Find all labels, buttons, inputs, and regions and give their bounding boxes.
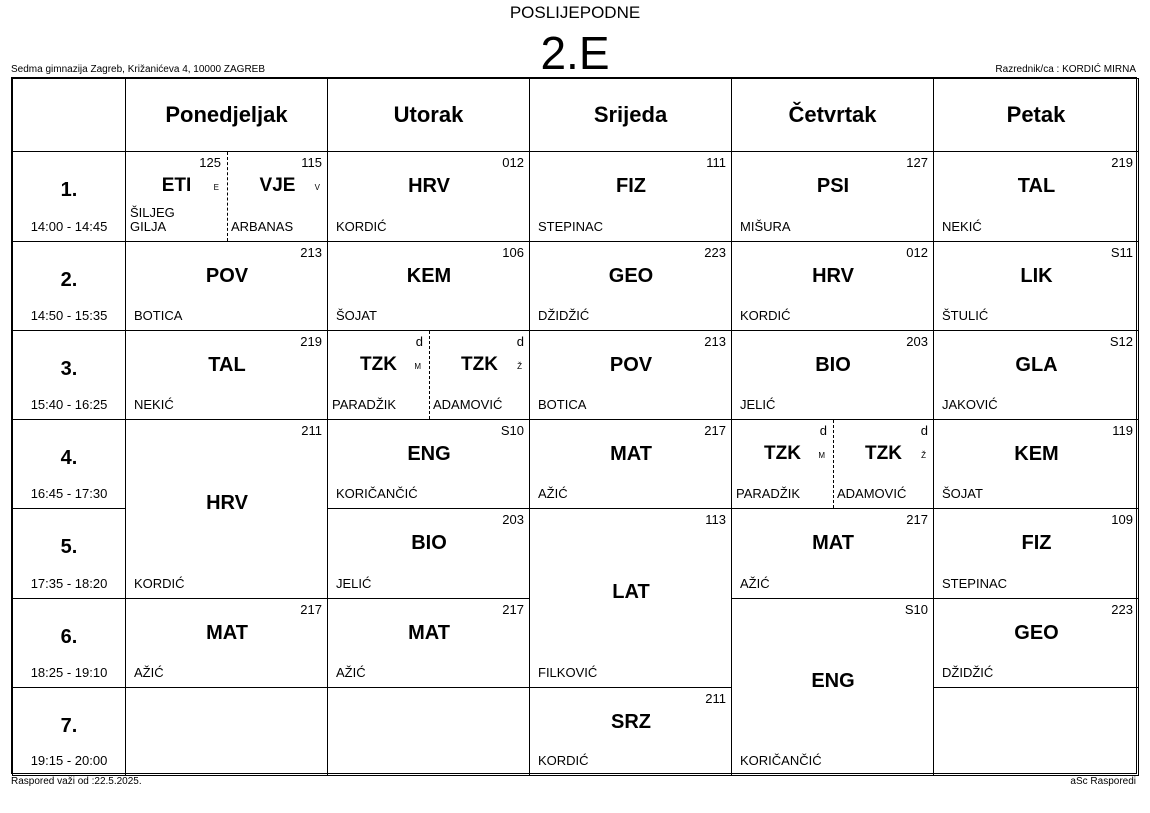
lesson-block — [934, 688, 1139, 775]
lesson-cell[interactable] — [529, 419, 732, 509]
room-label: 111 — [706, 155, 726, 170]
room-label: 213 — [300, 245, 322, 260]
subject-label: LAT — [612, 581, 650, 603]
room-label: 125 — [199, 155, 221, 170]
teacher-label: ŠTULIĆ — [942, 308, 989, 323]
lesson-block — [328, 509, 530, 598]
room-label: 219 — [1111, 155, 1133, 170]
lesson-block — [328, 152, 530, 241]
subject-label: TAL — [1017, 175, 1056, 197]
room-label: S12 — [1109, 334, 1133, 349]
subject-label: MAT — [408, 622, 450, 644]
lesson-block — [732, 599, 934, 775]
valid-from: Raspored važi od :22.5.2025. — [11, 776, 142, 787]
brand-label: aSc Rasporedi — [1070, 776, 1136, 787]
teacher-label: BOTICA — [538, 397, 587, 412]
room-label: 109 — [1111, 512, 1133, 527]
teacher-label: MIŠURA — [740, 219, 791, 234]
teacher-label: DŽIDŽIĆ — [538, 308, 590, 323]
lesson-block — [732, 242, 934, 330]
lesson-block — [934, 509, 1139, 598]
lesson-cell[interactable] — [933, 508, 1139, 599]
subject-label: ENG — [407, 443, 451, 465]
room-label: 217 — [300, 602, 322, 617]
room-label: 106 — [502, 245, 524, 260]
lesson-cell[interactable] — [731, 508, 934, 599]
period-time: 17:35 - 18:20 — [30, 576, 108, 591]
teacher-label: AŽIĆ — [740, 576, 770, 591]
lesson-block — [934, 331, 1139, 419]
lesson-cell[interactable] — [933, 151, 1139, 242]
teacher-label: NEKIĆ — [942, 219, 982, 234]
lesson-cell[interactable] — [327, 241, 530, 331]
subject-label: MAT — [812, 532, 854, 554]
room-label: S11 — [1110, 245, 1133, 260]
lesson-block — [126, 242, 328, 330]
room-label: 217 — [906, 512, 928, 527]
subject-label: FIZ — [616, 175, 646, 197]
day-header: Petak — [933, 78, 1139, 152]
subject-label: ETI — [161, 175, 192, 196]
period-cell — [12, 419, 126, 509]
lesson-block — [934, 152, 1139, 241]
teacher-label: ARBANAS — [231, 219, 294, 234]
lesson-cell[interactable] — [529, 151, 732, 242]
period-cell — [12, 508, 126, 599]
teacher-label: AŽIĆ — [134, 665, 164, 680]
room-label: 127 — [906, 155, 928, 170]
subject-label: GEO — [1014, 622, 1059, 644]
subject-label: POV — [205, 265, 249, 287]
lesson-block — [530, 331, 732, 419]
lesson-cell[interactable] — [731, 330, 934, 420]
subject-label: POV — [609, 354, 653, 376]
lesson-cell[interactable] — [933, 598, 1139, 688]
room-label: 213 — [704, 334, 726, 349]
lesson-cell[interactable] — [731, 598, 934, 776]
teacher-label: ADAMOVIĆ — [433, 397, 503, 412]
room-label: S10 — [904, 602, 928, 617]
teacher-label: BOTICA — [134, 308, 183, 323]
lesson-block — [530, 152, 732, 241]
day-header: Ponedjeljak — [125, 78, 328, 152]
lesson-group — [429, 331, 530, 419]
period-number: 5. — [60, 536, 78, 558]
teacher-label: KORDIĆ — [538, 753, 589, 768]
day-header: Srijeda — [529, 78, 732, 152]
teacher-label: AŽIĆ — [538, 486, 568, 501]
day-header: Utorak — [327, 78, 530, 152]
lesson-group — [328, 331, 430, 419]
period-number: 6. — [60, 626, 78, 648]
teacher-label: FILKOVIĆ — [538, 665, 598, 680]
lesson-cell[interactable] — [125, 151, 328, 242]
teacher-label: KORDIĆ — [134, 576, 185, 591]
lesson-cell[interactable] — [327, 419, 530, 509]
subject-label: MAT — [206, 622, 248, 644]
teacher-label: KORDIĆ — [740, 308, 791, 323]
teacher-label: JELIĆ — [740, 397, 776, 412]
lesson-block — [732, 152, 934, 241]
group-mark: Ž — [921, 451, 926, 460]
group-mark: E — [213, 183, 219, 192]
lesson-block — [530, 242, 732, 330]
teacher-label: KORIČANČIĆ — [740, 753, 822, 768]
room-label: 012 — [502, 155, 524, 170]
lesson-cell[interactable] — [933, 687, 1139, 776]
teacher-label: KORDIĆ — [336, 219, 387, 234]
lesson-cell[interactable] — [327, 330, 530, 420]
lesson-block — [934, 242, 1139, 330]
subject-label: HRV — [812, 265, 854, 287]
shift-label: POSLIJEPODNE — [509, 3, 641, 22]
room-label: d — [819, 423, 827, 438]
lesson-cell[interactable] — [731, 419, 934, 509]
subject-label: PSI — [816, 175, 850, 197]
subject-label: FIZ — [1021, 532, 1052, 554]
lesson-cell[interactable] — [327, 151, 530, 242]
class-name: 2.E — [540, 27, 610, 79]
room-label: 223 — [1111, 602, 1133, 617]
class-teacher: Razrednik/ca : KORDIĆ MIRNA — [995, 64, 1136, 75]
subject-label: TZK — [865, 443, 902, 464]
period-number: 2. — [60, 269, 78, 291]
lesson-block — [328, 242, 530, 330]
subject-label: HRV — [408, 175, 450, 197]
room-label: 219 — [300, 334, 322, 349]
period-number: 4. — [60, 447, 78, 469]
subject-label: LIK — [1020, 265, 1053, 287]
lesson-cell[interactable] — [125, 687, 328, 776]
lesson-block — [126, 688, 328, 775]
subject-label: SRZ — [611, 711, 651, 733]
subject-label: ENG — [811, 670, 855, 692]
room-label: 217 — [502, 602, 524, 617]
room-label: S10 — [500, 423, 524, 438]
lesson-block — [530, 688, 732, 775]
period-number: 3. — [60, 358, 78, 380]
lesson-cell[interactable] — [529, 241, 732, 331]
room-label: 223 — [704, 245, 726, 260]
lesson-block — [328, 420, 530, 508]
room-label: 203 — [906, 334, 928, 349]
subject-label: TAL — [208, 354, 246, 376]
teacher-label: ADAMOVIĆ — [837, 486, 907, 501]
period-cell — [12, 151, 126, 242]
period-time: 15:40 - 16:25 — [30, 397, 108, 412]
lesson-group — [126, 152, 228, 241]
lesson-cell[interactable] — [125, 598, 328, 688]
teacher-label: STEPINAC — [538, 219, 604, 234]
teacher-label: AŽIĆ — [336, 665, 366, 680]
lesson-cell[interactable] — [933, 419, 1139, 509]
subject-label: HRV — [206, 492, 248, 514]
lesson-block — [328, 688, 530, 775]
period-time: 14:50 - 15:35 — [30, 308, 108, 323]
subject-label: KEM — [406, 265, 452, 287]
period-cell — [12, 241, 126, 331]
subject-label: MAT — [610, 443, 652, 465]
room-label: 211 — [301, 423, 322, 438]
lesson-cell[interactable] — [125, 330, 328, 420]
lesson-block — [530, 420, 732, 508]
group-mark: M — [414, 362, 421, 371]
lesson-group — [833, 420, 934, 508]
teacher-label: NEKIĆ — [134, 397, 174, 412]
subject-label: TZK — [360, 354, 397, 375]
room-label: 211 — [705, 691, 726, 706]
lesson-block — [732, 331, 934, 419]
subject-label: GEO — [608, 265, 654, 287]
lesson-cell[interactable] — [731, 151, 934, 242]
teacher-label: ŠOJAT — [942, 486, 983, 501]
period-time: 16:45 - 17:30 — [30, 486, 108, 501]
period-cell — [12, 330, 126, 420]
teacher-label: DŽIDŽIĆ — [942, 665, 994, 680]
teacher-label: ŠOJAT — [336, 308, 377, 323]
lesson-cell[interactable] — [125, 419, 328, 599]
school-address: Sedma gimnazija Zagreb, Križanićeva 4, 10000 ZAGREB — [11, 64, 266, 75]
room-label: d — [920, 423, 928, 438]
teacher-label: JELIĆ — [336, 576, 372, 591]
lesson-cell[interactable] — [731, 241, 934, 331]
room-label: d — [516, 334, 524, 349]
lesson-block — [732, 509, 934, 598]
lesson-cell[interactable] — [529, 330, 732, 420]
room-label: 217 — [704, 423, 726, 438]
lesson-block — [126, 599, 328, 687]
subject-label: KEM — [1014, 443, 1059, 465]
lesson-cell[interactable] — [933, 330, 1139, 420]
timetable-grid — [11, 77, 1137, 774]
day-header: Četvrtak — [731, 78, 934, 152]
lesson-cell[interactable] — [327, 598, 530, 688]
subject-label: BIO — [815, 354, 851, 376]
teacher-label: PARADŽIK — [736, 486, 801, 501]
teacher-label: KORIČANČIĆ — [336, 486, 418, 501]
room-label: 203 — [502, 512, 524, 527]
subject-label: TZK — [764, 443, 801, 464]
room-label: 113 — [705, 512, 726, 527]
subject-label: BIO — [411, 532, 447, 554]
lesson-block — [126, 420, 328, 598]
teacher-label: PARADŽIK — [332, 397, 397, 412]
room-label: d — [415, 334, 423, 349]
room-label: 012 — [906, 245, 928, 260]
lesson-group — [227, 152, 328, 241]
teacher-label: GILJA — [130, 219, 167, 234]
group-mark: M — [818, 451, 825, 460]
group-mark: V — [314, 183, 320, 192]
period-cell — [12, 598, 126, 688]
lesson-group — [732, 420, 834, 508]
subject-label: TZK — [461, 354, 498, 375]
lesson-block — [934, 420, 1139, 508]
period-number: 1. — [60, 179, 78, 201]
period-number: 7. — [60, 715, 78, 737]
lesson-block — [530, 509, 732, 687]
room-label: 115 — [301, 155, 322, 170]
subject-label: VJE — [259, 175, 296, 196]
period-time: 19:15 - 20:00 — [30, 753, 108, 768]
lesson-cell[interactable] — [529, 508, 732, 688]
teacher-label-secondary: ŠILJEG — [130, 205, 175, 220]
teacher-label: JAKOVIĆ — [942, 397, 998, 412]
lesson-block — [328, 599, 530, 687]
lesson-cell[interactable] — [327, 687, 530, 776]
period-time: 18:25 - 19:10 — [30, 665, 108, 680]
lesson-block — [126, 331, 328, 419]
lesson-cell[interactable] — [125, 241, 328, 331]
lesson-block — [934, 599, 1139, 687]
group-mark: Ž — [517, 362, 522, 371]
lesson-cell[interactable] — [327, 508, 530, 599]
corner-cell — [12, 78, 126, 152]
lesson-cell[interactable] — [529, 687, 732, 776]
period-cell — [12, 687, 126, 776]
lesson-cell[interactable] — [933, 241, 1139, 331]
room-label: 119 — [1112, 423, 1133, 438]
teacher-label: STEPINAC — [942, 576, 1008, 591]
subject-label: GLA — [1015, 354, 1058, 376]
period-time: 14:00 - 14:45 — [30, 219, 108, 234]
